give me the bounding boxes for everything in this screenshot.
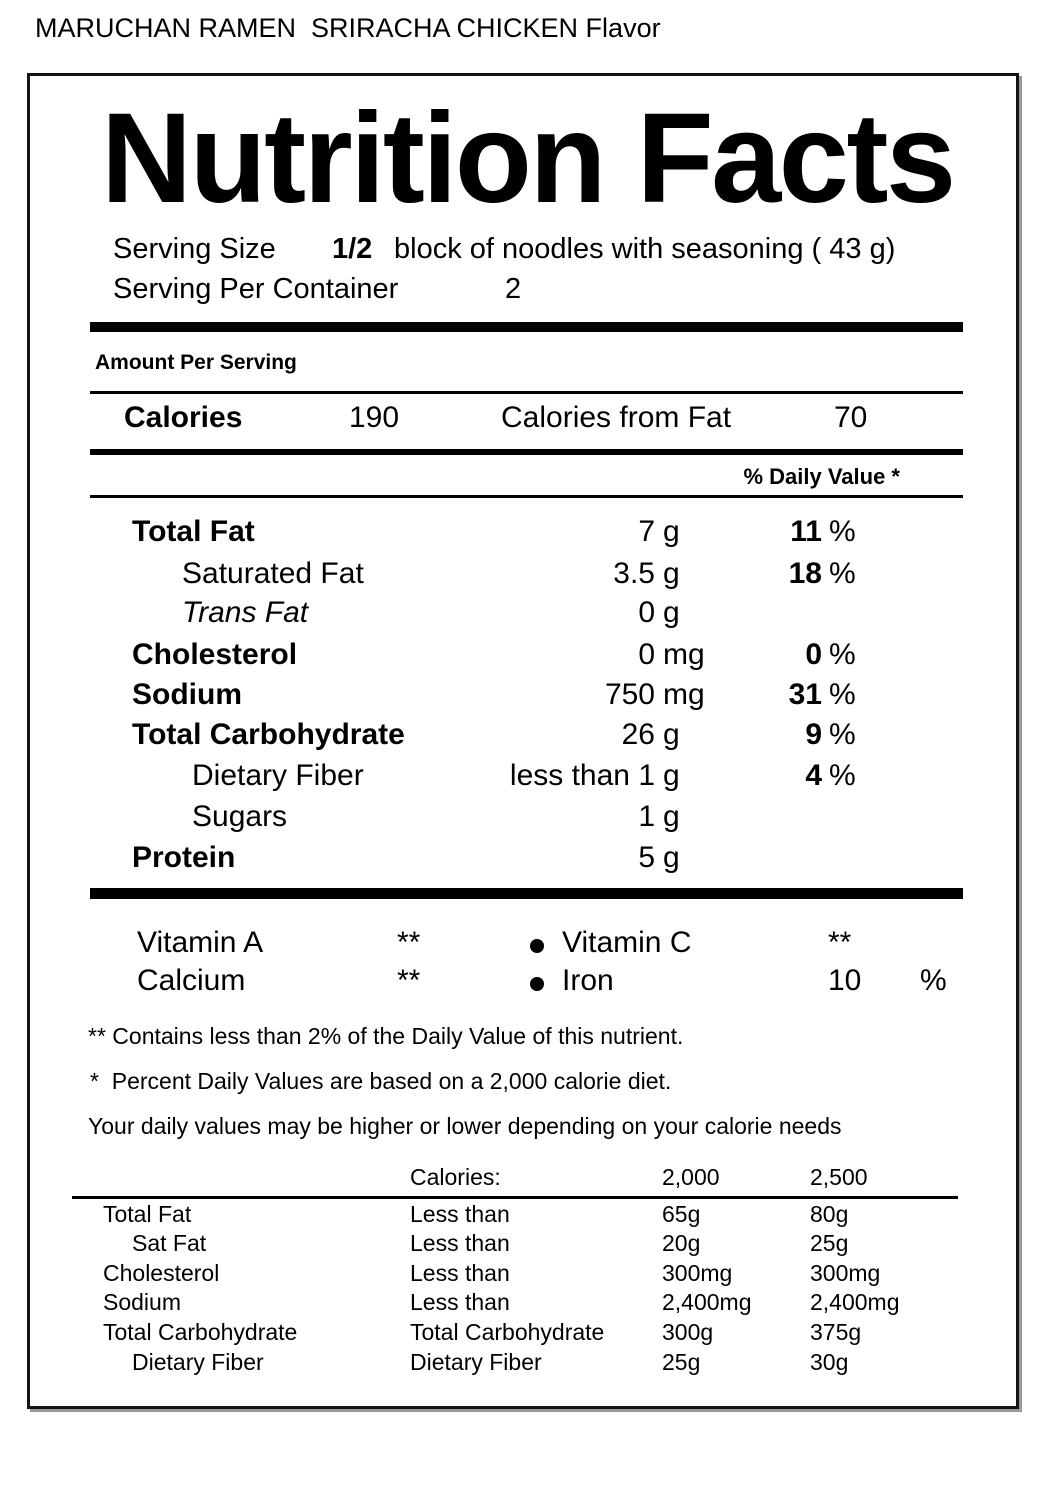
calories-from-fat-label: Calories from Fat <box>501 401 732 434</box>
nutrient-unit: g <box>663 515 680 548</box>
nutrient-dv-percent: % <box>829 759 856 792</box>
bullet-icon <box>530 939 544 953</box>
nutrient-unit: mg <box>663 638 705 671</box>
ref-row-col3: 2,400mg <box>662 1289 752 1315</box>
footnote-contains: ** Contains less than 2% of the Daily Value of this nutrient. <box>88 1023 684 1049</box>
nutrient-unit: g <box>663 800 680 833</box>
nutrient-amount: 0 <box>638 596 655 629</box>
ref-row-col4: 2,400mg <box>810 1289 900 1315</box>
calories-from-fat-value: 70 <box>834 401 868 434</box>
table-header-rule <box>72 1196 958 1199</box>
ref-row-name: Total Carbohydrate <box>103 1319 298 1345</box>
serving-size-qty: 1/2 <box>332 233 373 265</box>
nutrient-dv: 4 <box>805 759 822 792</box>
ref-row-col4: 30g <box>810 1349 849 1375</box>
daily-value-header: % Daily Value * <box>743 464 900 489</box>
nutrient-name: Sodium <box>132 678 242 711</box>
nutrient-name: Protein <box>132 841 236 874</box>
nutrient-unit: mg <box>663 678 705 711</box>
medium-rule-1 <box>90 449 963 455</box>
bullet-icon <box>530 977 544 991</box>
calories-label: Calories <box>124 401 243 434</box>
thick-rule-1 <box>90 322 963 332</box>
ref-row-name: Dietary Fiber <box>132 1349 264 1375</box>
vitamin-value-2: 10 <box>828 964 862 997</box>
nutrient-name: Saturated Fat <box>182 557 364 590</box>
ref-row-col4: 25g <box>810 1230 849 1256</box>
label-title: Nutrition Facts <box>101 87 954 230</box>
vitamin-value-2: ** <box>828 926 852 959</box>
nutrient-unit: g <box>663 718 680 751</box>
ref-row-col2: Total Carbohydrate <box>410 1319 605 1345</box>
product-title: MARUCHAN RAMEN SRIRACHA CHICKEN Flavor <box>35 13 661 43</box>
nutrient-unit: g <box>663 557 680 590</box>
nutrient-name: Dietary Fiber <box>192 759 364 792</box>
nutrient-name: Total Carbohydrate <box>132 718 405 751</box>
nutrient-amount: 0 <box>638 638 655 671</box>
nutrient-name: Sugars <box>192 800 288 833</box>
nutrient-dv-percent: % <box>829 515 856 548</box>
nutrient-unit: g <box>663 759 680 792</box>
servings-per-container-value: 2 <box>505 273 522 305</box>
nutrient-dv-percent: % <box>829 638 856 671</box>
nutrient-amount: 7 <box>638 515 655 548</box>
nutrient-dv: 11 <box>790 515 822 548</box>
servings-per-container-label: Serving Per Container <box>113 273 399 305</box>
ref-row-col2: Dietary Fiber <box>410 1349 542 1375</box>
thick-rule-2 <box>90 888 963 899</box>
ref-header-2500: 2,500 <box>810 1164 868 1190</box>
nutrient-dv: 18 <box>788 557 822 590</box>
ref-row-name: Sodium <box>103 1289 181 1315</box>
serving-size-desc: block of noodles with seasoning ( 43 g) <box>394 233 896 265</box>
ref-row-col3: 300g <box>662 1319 714 1345</box>
ref-row-col4: 300mg <box>810 1260 881 1286</box>
amount-per-serving-label: Amount Per Serving <box>95 351 297 374</box>
ref-row-col2: Less than <box>410 1230 510 1256</box>
ref-row-name: Cholesterol <box>103 1260 220 1286</box>
footnote-daily-values: Your daily values may be higher or lower depending on your calorie needs <box>88 1113 842 1139</box>
nutrient-name: Trans Fat <box>182 596 309 629</box>
nutrient-amount: 1 <box>638 800 655 833</box>
ref-header-2000: 2,000 <box>662 1164 720 1190</box>
nutrient-dv-percent: % <box>829 718 856 751</box>
calories-value: 190 <box>349 401 400 434</box>
vitamin-name: Vitamin A <box>137 926 264 959</box>
nutrient-amount: 750 <box>604 678 655 711</box>
vitamin-percent-sign: % <box>920 964 947 997</box>
vitamin-value: ** <box>397 926 421 959</box>
nutrient-dv: 9 <box>805 718 822 751</box>
footnote-percent-dv: * Percent Daily Values are based on a 2,000 calorie diet. <box>90 1068 672 1094</box>
ref-row-name: Sat Fat <box>132 1230 207 1256</box>
ref-row-col3: 65g <box>662 1201 701 1227</box>
ref-row-col4: 80g <box>810 1201 849 1227</box>
ref-row-col4: 375g <box>810 1319 862 1345</box>
ref-row-col2: Less than <box>410 1201 510 1227</box>
vitamin-value: ** <box>397 964 421 997</box>
vitamin-name-2: Vitamin C <box>562 926 692 959</box>
nutrient-dv-percent: % <box>829 557 856 590</box>
ref-header-calories: Calories: <box>410 1164 501 1190</box>
ref-row-col2: Less than <box>410 1289 510 1315</box>
nutrient-dv: 31 <box>788 678 822 711</box>
nutrient-name: Total Fat <box>132 515 255 548</box>
nutrient-amount: 5 <box>638 841 655 874</box>
ref-row-col3: 20g <box>662 1230 701 1256</box>
thin-rule-1 <box>90 391 963 394</box>
nutrient-dv-percent: % <box>829 678 856 711</box>
ref-row-col3: 25g <box>662 1349 701 1375</box>
ref-row-name: Total Fat <box>103 1201 192 1227</box>
nutrient-unit: g <box>663 841 680 874</box>
vitamin-name-2: Iron <box>562 964 614 997</box>
nutrient-dv: 0 <box>805 638 822 671</box>
ref-row-col2: Less than <box>410 1260 510 1286</box>
nutrient-amount: 3.5 <box>613 557 655 590</box>
nutrient-name: Cholesterol <box>132 638 298 671</box>
nutrient-amount: 26 <box>621 718 655 751</box>
thin-rule-2 <box>90 495 963 498</box>
serving-size-label: Serving Size <box>113 233 276 265</box>
nutrient-unit: g <box>663 596 680 629</box>
ref-row-col3: 300mg <box>662 1260 733 1286</box>
vitamin-name: Calcium <box>137 964 246 997</box>
nutrient-amount: less than 1 <box>509 759 655 792</box>
